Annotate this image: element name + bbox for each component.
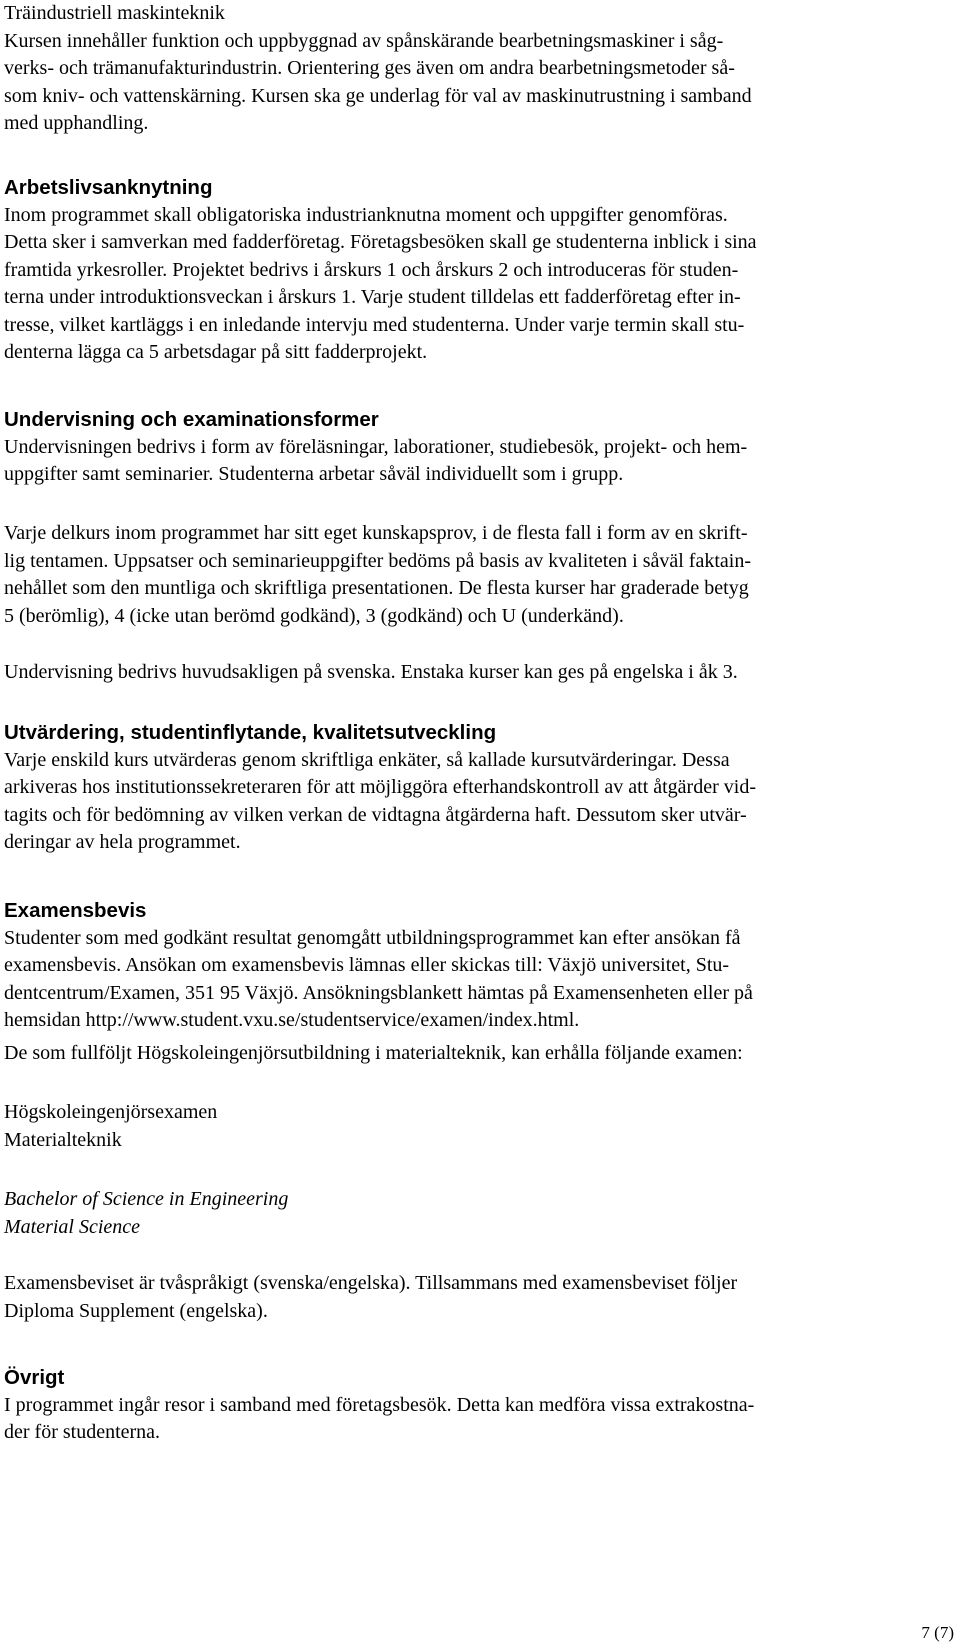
section-paragraph xyxy=(4,1392,956,1447)
text-line: lig tentamen. Uppsatser och seminarieuppgifter bedöms på basis av kvaliteten i såväl faktain- xyxy=(4,549,751,572)
section-heading: Utvärdering, studentinflytande, kvalitetsutveckling xyxy=(4,721,497,744)
text-line: der för studenterna. xyxy=(4,1421,161,1443)
text-line: Studenter som med godkänt resultat genomgått utbildningsprogrammet kan efter ansökan få xyxy=(4,926,741,949)
text-line: denterna lägga ca 5 arbetsdagar på sitt fadderprojekt. xyxy=(4,341,428,363)
text-line: Varje delkurs inom programmet har sitt eget kunskapsprov, i de flesta fall i form av en skrift- xyxy=(4,522,748,544)
text-line: hemsidan http://www.student.vxu.se/studentservice/examen/index.html. xyxy=(4,1009,580,1031)
exam-subject: Material Science xyxy=(4,1215,141,1238)
examensbevis-paragraph-2 xyxy=(4,1040,956,1068)
examensbevis-section xyxy=(4,897,956,1035)
exam-title-swedish xyxy=(4,1099,956,1154)
section-paragraph xyxy=(4,1099,956,1154)
intro-section xyxy=(4,0,956,138)
exam-title-english xyxy=(4,1186,956,1241)
text-line: med upphandling. xyxy=(4,112,149,134)
section-paragraph xyxy=(4,520,956,630)
section-paragraph xyxy=(4,1270,956,1325)
section-heading: Undervisning och examinationsformer xyxy=(4,408,379,431)
text-line: uppgifter samt seminarier. Studenterna arbetar såväl individuellt som i grupp. xyxy=(4,463,624,485)
exam-name: Högskoleingenjörsexamen xyxy=(4,1101,218,1123)
text-line: Kursen innehåller funktion och uppbyggnad av spånskärande bearbetningsmaskiner i såg- xyxy=(4,29,724,52)
undervisning-section xyxy=(4,406,956,489)
page-number: 7 (7) xyxy=(921,1623,954,1642)
section-heading: Arbetslivsanknytning xyxy=(4,176,213,199)
text-line: Undervisning bedrivs huvudsakligen på svenska. Enstaka kurser kan ges på engelska i åk 3. xyxy=(4,661,738,683)
undervisning-paragraph-3 xyxy=(4,659,956,687)
text-line: Examensbeviset är tvåspråkigt (svenska/engelska). Tillsammans med examensbeviset följer xyxy=(4,1272,738,1294)
text-line: verks- och trämanufakturindustrin. Orientering ges även om andra bearbetningsmetoder så- xyxy=(4,57,735,79)
undervisning-paragraph-2 xyxy=(4,520,956,630)
text-line: deringar av hela programmet. xyxy=(4,831,241,853)
section-paragraph xyxy=(4,925,956,1035)
section-paragraph xyxy=(4,202,956,367)
text-line: De som fullföljt Högskoleingenjörsutbildning i materialteknik, kan erhålla följande examen: xyxy=(4,1042,743,1064)
text-line: arkiveras hos institutionssekreteraren för att möjliggöra efterhandskontroll av att åtgärder vid- xyxy=(4,776,756,798)
section-paragraph xyxy=(4,434,956,489)
section-heading: Examensbevis xyxy=(4,899,147,922)
text-line: I programmet ingår resor i samband med företagsbesök. Detta kan medföra vissa extrakostna- xyxy=(4,1393,755,1416)
arbetsliv-section xyxy=(4,174,956,367)
exam-name: Bachelor of Science in Engineering xyxy=(4,1188,289,1210)
text-line: Varje enskild kurs utvärderas genom skriftliga enkäter, så kallade kursutvärderingar. Dessa xyxy=(4,748,730,771)
text-line: tresse, vilket kartläggs i en inledande intervju med studenterna. Under varje termin skall stu- xyxy=(4,313,745,336)
text-line: Träindustriell maskinteknik xyxy=(4,2,225,24)
section-paragraph xyxy=(4,1186,956,1241)
text-line: som kniv- och vattenskärning. Kursen ska ge underlag för val av maskinutrustning i samband xyxy=(4,84,752,107)
section-heading: Övrigt xyxy=(4,1366,65,1389)
text-line: nehållet som den muntliga och skriftliga presentationen. De flesta kurser har graderade betyg xyxy=(4,577,749,599)
section-paragraph xyxy=(4,747,956,857)
utvardering-section xyxy=(4,719,956,857)
text-line: terna under introduktionsveckan i årskurs 1. Varje student tilldelas ett fadderföretag efter in- xyxy=(4,286,741,308)
exam-subject: Materialteknik xyxy=(4,1128,122,1151)
text-line: dentcentrum/Examen, 351 95 Växjö. Ansökningsblankett hämtas på Examensenheten eller på xyxy=(4,981,753,1004)
intro-paragraph xyxy=(4,0,956,138)
ovrigt-section xyxy=(4,1364,956,1447)
section-paragraph xyxy=(4,1040,956,1068)
text-line: Undervisningen bedrivs i form av föreläsningar, laborationer, studiebesök, projekt- och hem- xyxy=(4,435,748,458)
text-line: Detta sker i samverkan med fadderföretag. Företagsbesöken skall ge studenterna inblick i sina xyxy=(4,231,757,253)
examensbevis-paragraph-3 xyxy=(4,1270,956,1325)
text-line: Inom programmet skall obligatoriska industrianknutna moment och uppgifter genomföras. xyxy=(4,203,728,226)
text-line: framtida yrkesroller. Projektet bedrivs i årskurs 1 och årskurs 2 och introduceras för studen- xyxy=(4,258,739,281)
text-line: examensbevis. Ansökan om examensbevis lämnas eller skickas till: Växjö universitet, Stu- xyxy=(4,954,730,976)
text-line: Diploma Supplement (engelska). xyxy=(4,1299,268,1322)
section-paragraph xyxy=(4,659,956,687)
text-line: 5 (berömlig), 4 (icke utan berömd godkänd), 3 (godkänd) och U (underkänd). xyxy=(4,604,624,627)
text-line: tagits och för bedömning av vilken verkan de vidtagna åtgärderna haft. Dessutom sker utvär- xyxy=(4,803,747,826)
